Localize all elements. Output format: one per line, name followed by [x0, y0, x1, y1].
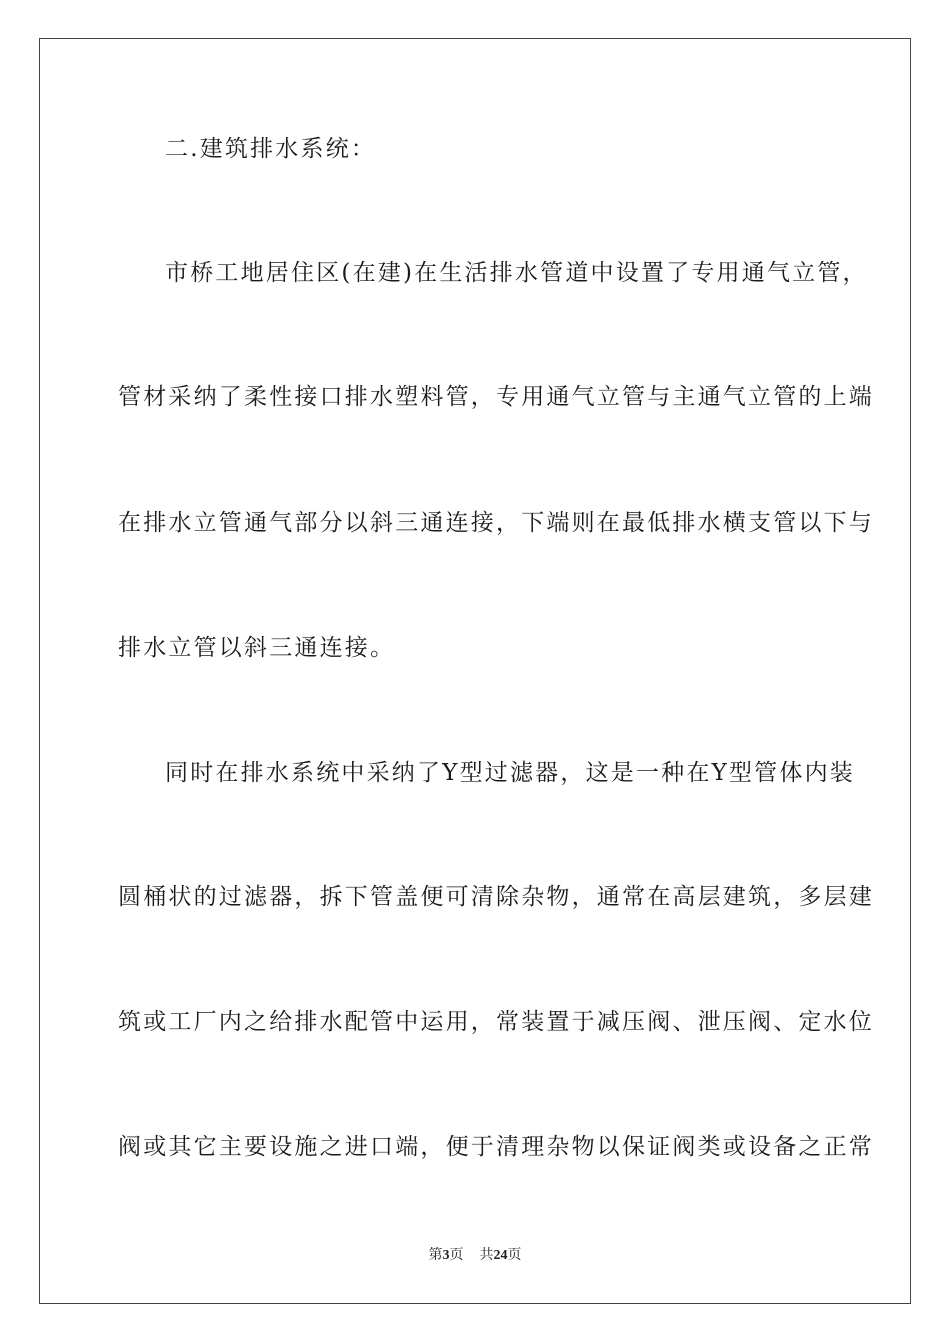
paragraph-1-line-4: 排水立管以斜三通连接。: [118, 635, 396, 661]
page-suffix: 页: [449, 1248, 464, 1263]
paragraph-1-line-2: 管材采纳了柔性接口排水塑料管，专用通气立管与主通气立管的上端: [118, 384, 874, 410]
total-prefix: 共: [479, 1248, 494, 1263]
section-heading: 二.建筑排水系统：: [165, 136, 377, 162]
page-footer: [0, 1247, 950, 1265]
paragraph-1-line-1: 市桥工地居住区(在建)在生活排水管道中设置了专用通气立管，: [165, 260, 868, 286]
paragraph-2-line-1: 同时在排水系统中采纳了Y型过滤器，这是一种在Y型管体内装: [165, 760, 855, 786]
paragraph-2-line-4: 阀或其它主要设施之进口端，便于清理杂物以保证阀类或设备之正常: [118, 1134, 874, 1160]
total-suffix: 页: [507, 1248, 522, 1263]
total-pages: 24: [493, 1248, 508, 1263]
paragraph-2-line-2: 圆桶状的过滤器，拆下管盖便可清除杂物，通常在高层建筑，多层建: [118, 884, 874, 910]
page-border: [39, 38, 911, 1304]
page-prefix: 第: [428, 1248, 443, 1263]
paragraph-1-line-3: 在排水立管通气部分以斜三通连接，下端则在最低排水横支管以下与: [118, 510, 874, 536]
paragraph-2-line-3: 筑或工厂内之给排水配管中运用，常装置于减压阀、泄压阀、定水位: [118, 1009, 874, 1035]
page-number: 3: [442, 1248, 450, 1263]
